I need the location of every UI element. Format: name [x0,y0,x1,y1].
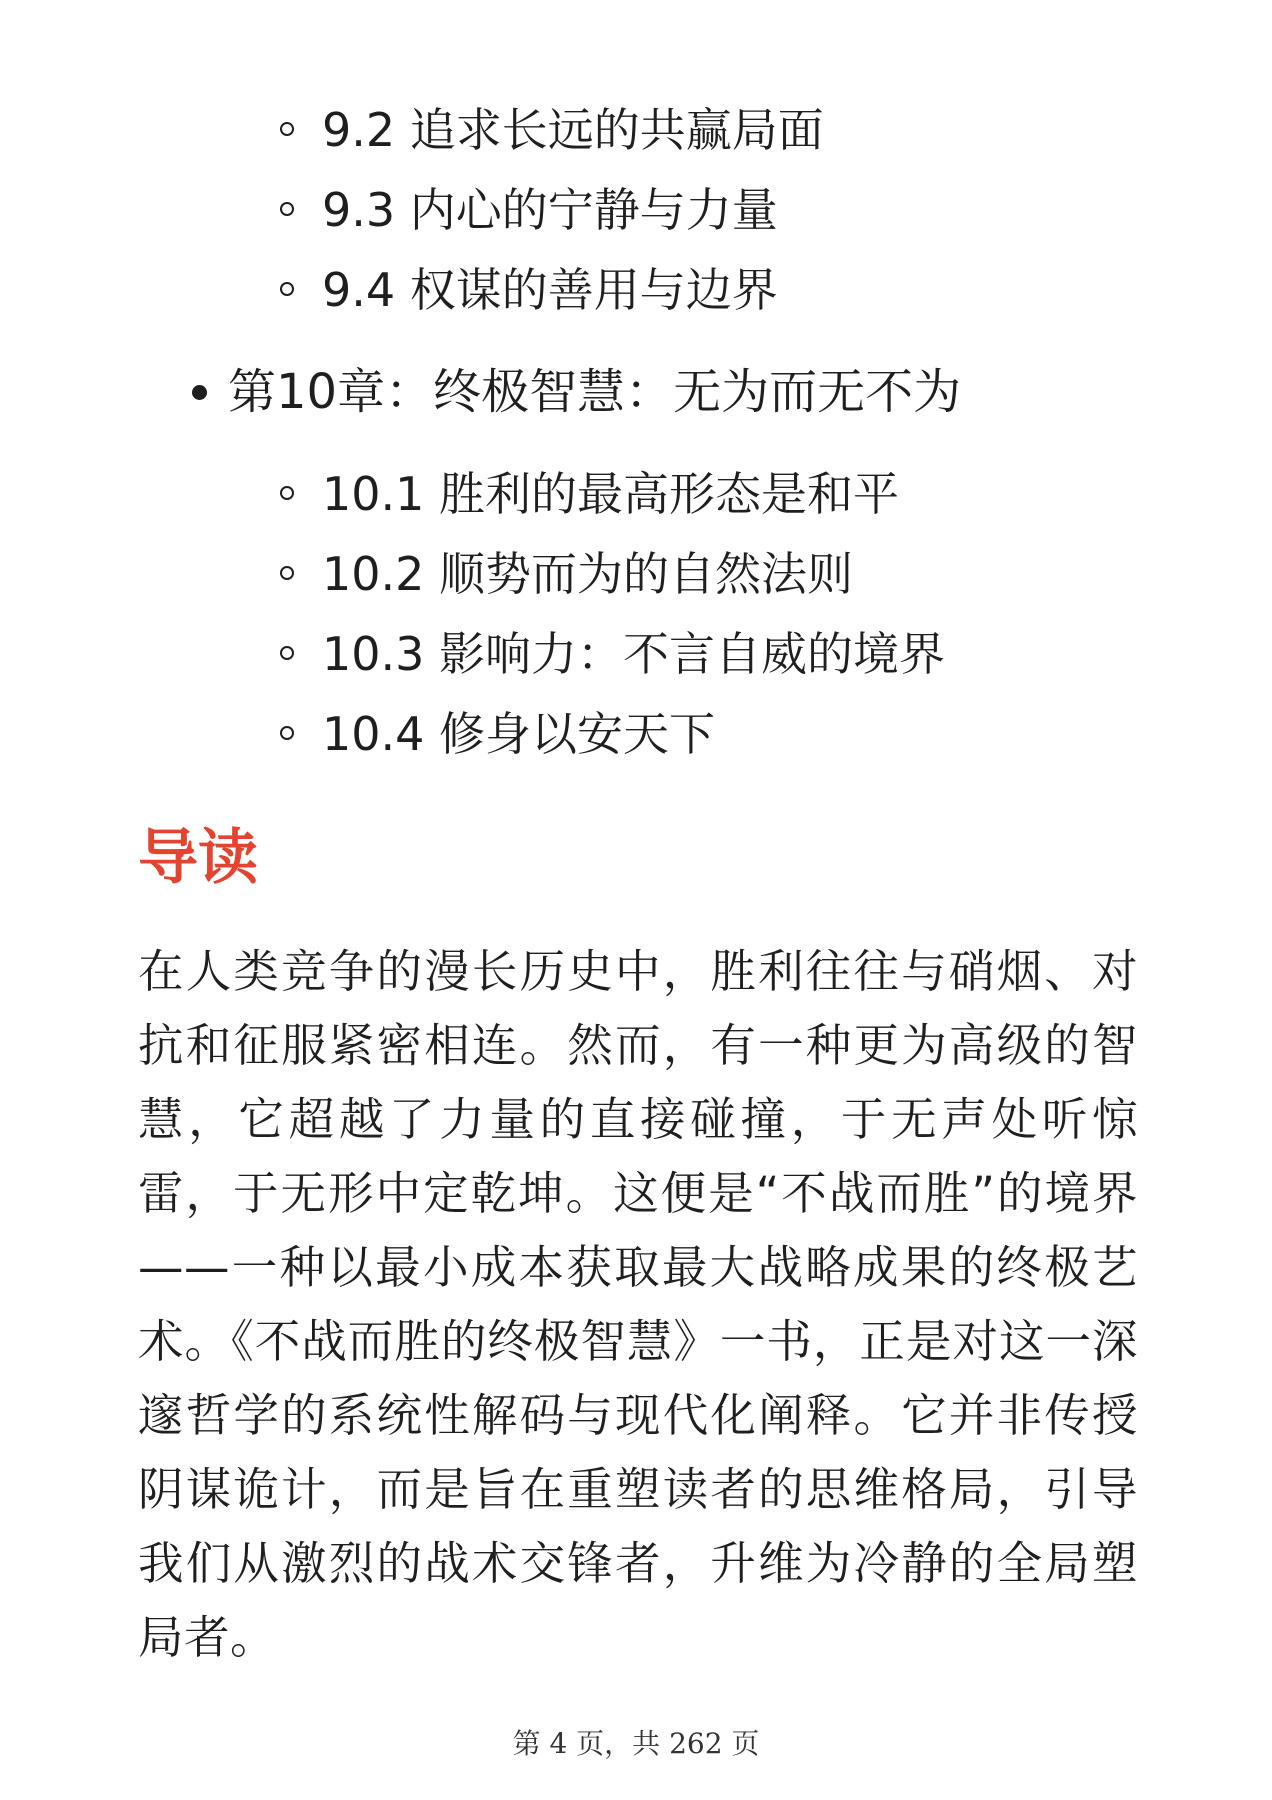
toc-subitem [0,694,1272,774]
toc-chapter-10 [0,350,1272,434]
toc-subitem-label: 10.4 修身以安天下 [322,707,716,761]
hollow-bullet-icon [280,726,294,740]
filled-bullet-icon [192,385,207,400]
hollow-bullet-icon [280,646,294,660]
toc-subitem-label: 10.1 胜利的最高形态是和平 [322,467,900,521]
page-footer: 第 4 页，共 262 页 [512,1727,760,1760]
toc-chapter-title: 第10章：终极智慧：无为而无不为 [228,364,962,420]
hollow-bullet-icon [280,202,294,216]
toc-subitem-label: 9.4 权谋的善用与边界 [322,263,778,317]
chapter10-sublist [0,454,1272,774]
toc-subitem-label: 9.2 追求长远的共赢局面 [322,103,824,157]
toc-subitem-label: 10.2 顺势而为的自然法则 [322,547,854,601]
hollow-bullet-icon [280,282,294,296]
toc-subitem [0,454,1272,534]
section-heading: 导读 [138,823,258,893]
toc-subitem-label: 9.3 内心的宁静与力量 [322,183,778,237]
hollow-bullet-icon [280,122,294,136]
intro-paragraph: 在人类竞争的漫长历史中，胜利往往与硝烟、对抗和征服紧密相连。然而，有一种更为高级的智慧，它超越了力量的直接碰撞，于无声处听惊雷，于无形中定乾坤。这便是“不战而胜”的境界——一种以最小成本获取最大战略成果的终极艺术。《不战而胜的终极智慧》一书，正是对这一深邃哲学的系统性解码与现代化阐释。它并非传授阴谋诡计，而是旨在重塑读者的思维格局，引导我们从激烈的战术交锋者，升维为冷静的全局塑局者。 [138,945,1138,1664]
toc-subitem-label: 10.3 影响力：不言自威的境界 [322,627,946,681]
toc-subitem [0,534,1272,614]
toc-subitem [0,170,1272,250]
toc-subitem [0,250,1272,330]
chapter9-sublist [0,90,1272,330]
toc-subitem [0,614,1272,694]
table-of-contents [0,90,1272,774]
hollow-bullet-icon [280,566,294,580]
hollow-bullet-icon [280,486,294,500]
toc-subitem [0,90,1272,170]
